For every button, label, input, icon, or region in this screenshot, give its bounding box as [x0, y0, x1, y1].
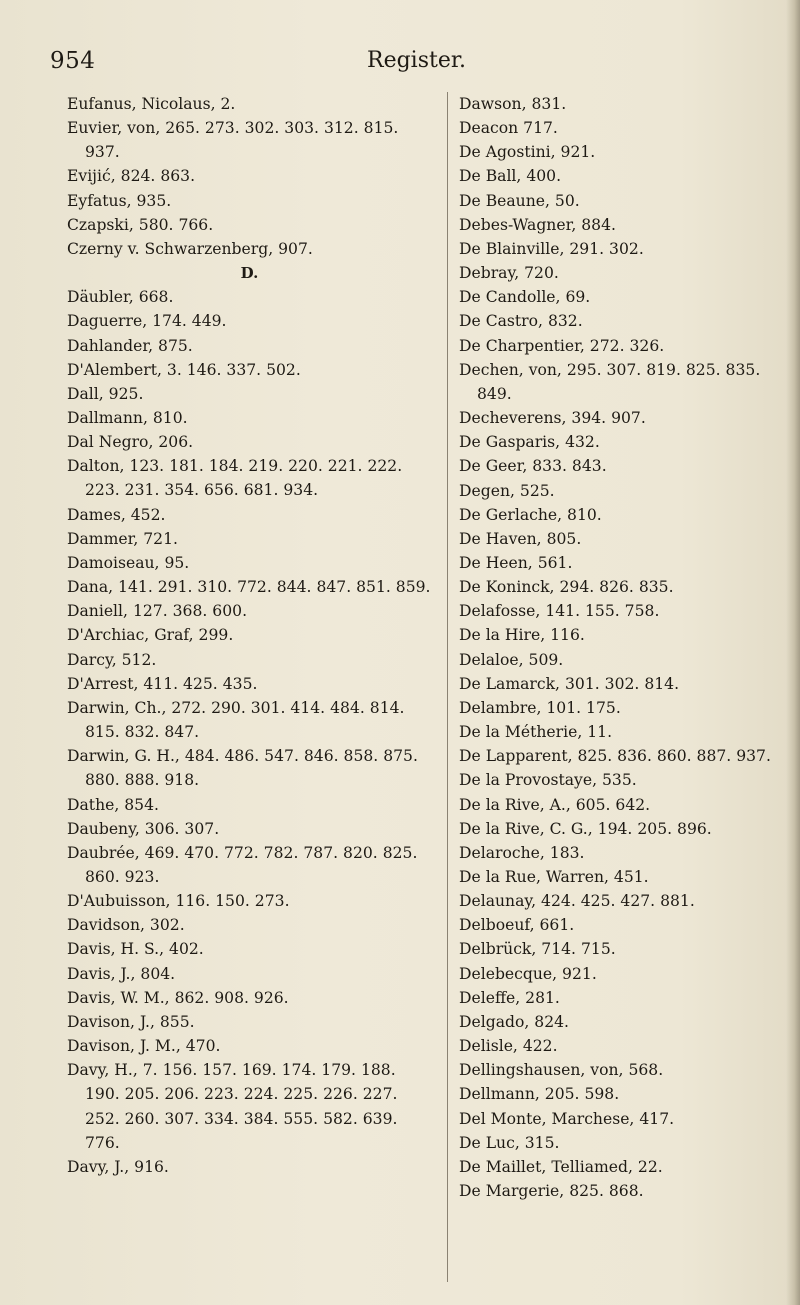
index-entry: De Blainville, 291. 302.: [459, 239, 644, 258]
index-entry: Damoiseau, 95.: [67, 553, 190, 572]
index-entry: Debes-Wagner, 884.: [459, 215, 616, 234]
index-entry: Dahlander, 875.: [67, 336, 193, 355]
index-entry: Darwin, Ch., 272. 290. 301. 414. 484. 814. 815. 832. 847.: [67, 698, 405, 742]
index-entry: De Lapparent, 825. 836. 860. 887. 937.: [459, 747, 771, 766]
index-entry: De Charpentier, 272. 326.: [459, 336, 665, 355]
index-entry: De Candolle, 69.: [459, 288, 591, 307]
index-entry: De la Provostaye, 535.: [459, 771, 637, 790]
index-entry: D'Arrest, 411. 425. 435.: [67, 674, 258, 693]
index-entry: De Luc, 315.: [459, 1133, 560, 1152]
index-entry: De Castro, 832.: [459, 312, 583, 331]
index-entry: Decheverens, 394. 907.: [459, 409, 646, 428]
index-entry: Delaloe, 509.: [459, 650, 564, 669]
index-entry: De Beaune, 50.: [459, 191, 580, 210]
index-entry: Czapski, 580. 766.: [67, 215, 214, 234]
index-entry: Davison, J. M., 470.: [67, 1037, 221, 1056]
index-entry: De la Rue, Warren, 451.: [459, 868, 649, 886]
index-entry: Daubrée, 469. 470. 772. 782. 787. 820. 825. 860. 923.: [67, 843, 418, 886]
index-entry: Davison, J., 855.: [67, 1012, 195, 1031]
index-entry: Delbrück, 714. 715.: [459, 940, 616, 959]
index-entry: D'Aubuisson, 116. 150. 273.: [67, 892, 290, 911]
column-divider: [447, 92, 448, 1282]
index-entry: Delboeuf, 661.: [459, 916, 575, 935]
index-entry: Dathe, 854.: [67, 795, 159, 814]
index-entry: Davis, J., 804.: [67, 964, 176, 983]
index-entry: Darcy, 512.: [67, 650, 157, 669]
index-entry: Davy, H., 7. 156. 157. 169. 174. 179. 188. 190. 205. 206. 223. 224. 225. 226. 227. 252. 260. 307. 334. 384. 555. 582. 639. 776.: [67, 1061, 398, 1152]
index-entry: De Agostini, 921.: [459, 143, 596, 162]
index-entry: Daniell, 127. 368. 600.: [67, 602, 248, 621]
index-entry: Deleffe, 281.: [459, 988, 560, 1007]
index-entry: Eyfatus, 935.: [67, 191, 172, 210]
index-entry: Delebecque, 921.: [459, 964, 597, 983]
index-entry: Dechen, von, 295. 307. 819. 825. 835. 849.: [459, 360, 761, 403]
index-entry: Dawson, 831.: [459, 95, 567, 113]
index-entry: Dalton, 123. 181. 184. 219. 220. 221. 222. 223. 231. 354. 656. 681. 934.: [67, 457, 403, 500]
index-entry: De Koninck, 294. 826. 835.: [459, 578, 674, 597]
index-entry: Davis, W. M., 862. 908. 926.: [67, 988, 289, 1007]
index-entry: Dal Negro, 206.: [67, 433, 194, 452]
index-entry: De la Rive, A., 605. 642.: [459, 795, 651, 814]
index-entry: Delgado, 824.: [459, 1012, 570, 1031]
index-entry: Dellmann, 205. 598.: [459, 1085, 620, 1104]
index-entry: Däubler, 668.: [67, 288, 174, 307]
index-entry: De Gasparis, 432.: [459, 433, 600, 452]
index-entry: Debray, 720.: [459, 264, 559, 283]
index-entry: De la Métherie, 11.: [459, 723, 613, 742]
index-entry: De Haven, 805.: [459, 529, 582, 548]
index-entry: Eufanus, Nicolaus, 2.: [67, 95, 236, 113]
index-entry: De la Rive, C. G., 194. 205. 896.: [459, 819, 712, 838]
section-letter-heading: D.: [240, 264, 259, 283]
index-entry: Daguerre, 174. 449.: [67, 312, 227, 331]
index-entry: D'Alembert, 3. 146. 337. 502.: [67, 360, 301, 379]
index-entry: Davy, J., 916.: [67, 1157, 169, 1176]
index-entry: Dammer, 721.: [67, 529, 178, 548]
index-entry: De Ball, 400.: [459, 167, 562, 186]
index-entry: Dall, 925.: [67, 384, 144, 403]
index-entry: Daubeny, 306. 307.: [67, 819, 220, 838]
index-entry: Delaunay, 424. 425. 427. 881.: [459, 892, 695, 911]
index-entry: Del Monte, Marchese, 417.: [459, 1109, 675, 1128]
index-entry: Dames, 452.: [67, 505, 166, 524]
page-edge-shadow: [786, 0, 800, 1305]
index-entry: Czerny v. Schwarzenberg, 907.: [67, 239, 313, 258]
index-entry: De Margerie, 825. 868.: [459, 1182, 644, 1201]
index-entry: De la Hire, 116.: [459, 626, 585, 645]
index-entry: Delaroche, 183.: [459, 843, 585, 862]
index-entry: De Geer, 833. 843.: [459, 457, 607, 476]
index-entry: Dallmann, 810.: [67, 409, 188, 428]
index-entry: Degen, 525.: [459, 481, 555, 500]
index-entry: Delisle, 422.: [459, 1037, 558, 1056]
index-entry: De Lamarck, 301. 302. 814.: [459, 674, 680, 693]
index-entry: D'Archiac, Graf, 299.: [67, 626, 234, 645]
index-entry: Evijić, 824. 863.: [67, 167, 196, 186]
page-number: 954: [50, 48, 96, 74]
index-entry: Delambre, 101. 175.: [459, 698, 621, 717]
index-entry: Davis, H. S., 402.: [67, 940, 204, 959]
index-entry: Darwin, G. H., 484. 486. 547. 846. 858. 875. 880. 888. 918.: [67, 747, 418, 790]
index-column-left: [67, 92, 432, 1179]
index-entry: Delafosse, 141. 155. 758.: [459, 602, 660, 621]
index-entry: Deacon 717.: [459, 119, 558, 138]
index-entry: De Gerlache, 810.: [459, 505, 602, 524]
index-entry: De Maillet, Telliamed, 22.: [459, 1157, 663, 1176]
index-column-right: [459, 92, 779, 1203]
index-entry: Davidson, 302.: [67, 916, 185, 935]
index-entry: Dana, 141. 291. 310. 772. 844. 847. 851. 859.: [67, 578, 431, 597]
index-entry: Euvier, von, 265. 273. 302. 303. 312. 815. 937.: [67, 119, 399, 162]
running-title: Register.: [367, 48, 466, 73]
index-entry: Dellingshausen, von, 568.: [459, 1061, 664, 1080]
index-entry: De Heen, 561.: [459, 553, 573, 572]
